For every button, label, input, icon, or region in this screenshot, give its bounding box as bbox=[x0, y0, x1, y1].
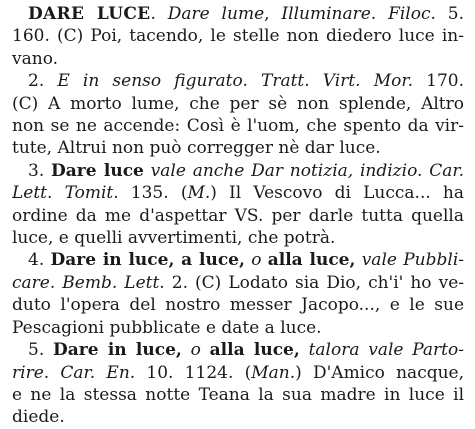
text-segment: duto l'opera del nostro messer Jacopo..., e le sue bbox=[12, 295, 464, 316]
text-italic: rire. Car. En. bbox=[12, 362, 136, 383]
text-line bbox=[12, 182, 464, 204]
text-segment: 4. bbox=[28, 250, 51, 271]
text-line bbox=[12, 406, 464, 428]
text-segment: 2. bbox=[28, 71, 58, 92]
headword: DARE LUCE bbox=[28, 4, 151, 24]
text-segment: 135. ( bbox=[118, 183, 188, 204]
text-line bbox=[12, 339, 464, 361]
text-segment: 5. bbox=[435, 4, 464, 24]
text-segment bbox=[300, 340, 309, 360]
text-italic: Man. bbox=[251, 362, 296, 383]
text-italic: talora vale Parto- bbox=[308, 340, 464, 361]
entry-senso-figurato bbox=[12, 70, 464, 160]
text-segment: e ne la stessa notte Teana la sua madre in luce il bbox=[12, 384, 464, 405]
text-segment: 5. bbox=[28, 340, 53, 361]
entry-pubblicare bbox=[12, 249, 464, 339]
text-segment: tute, Altrui non può corregger nè dar luce. bbox=[12, 138, 381, 159]
phrase-bold: alla luce, bbox=[267, 250, 356, 271]
text-italic: care. Bemb. Lett. bbox=[12, 272, 165, 293]
text-segment: , bbox=[264, 4, 282, 24]
text-line bbox=[12, 93, 464, 115]
text-segment: Pescagioni pubblicate e date a luce. bbox=[12, 317, 322, 338]
text-segment: 10. 1124. ( bbox=[135, 362, 252, 383]
text-italic: M. bbox=[187, 183, 211, 204]
text-line bbox=[12, 227, 464, 249]
text-segment: 2. (C) Lodato sia Dio, ch'i' ho ve- bbox=[164, 272, 464, 293]
text-italic: o bbox=[251, 250, 262, 271]
text-segment: (C) A morto lume, che per sè non splende, Altro bbox=[12, 93, 464, 114]
text-segment: vano. bbox=[12, 48, 59, 69]
text-italic: o bbox=[190, 340, 201, 361]
text-line bbox=[12, 294, 464, 316]
text-segment: 3. bbox=[28, 160, 52, 181]
text-line bbox=[12, 48, 464, 70]
phrase-bold: Dare in luce, a luce, bbox=[50, 250, 245, 271]
text-italic: vale Pubbli- bbox=[361, 250, 464, 271]
text-segment bbox=[144, 161, 151, 181]
text-line bbox=[12, 115, 464, 137]
entry-partorire bbox=[12, 339, 464, 429]
text-line bbox=[12, 272, 464, 294]
entry-dare-luce bbox=[12, 3, 464, 70]
text-line bbox=[12, 25, 464, 47]
entry-dar-notizia bbox=[12, 160, 464, 250]
text-italic: Lett. Tomit. bbox=[12, 183, 119, 204]
text-italic: Illuminare. Filoc. bbox=[281, 4, 436, 24]
text-italic: E in senso figurato. Tratt. Virt. Mor. bbox=[57, 71, 414, 92]
text-segment: diede. bbox=[12, 407, 65, 428]
text-segment: 170. bbox=[413, 71, 464, 92]
phrase-bold: Dare luce bbox=[51, 160, 144, 181]
text-line bbox=[12, 3, 464, 25]
text-segment: non se ne accende: Così è l'uom, che spento da vir- bbox=[12, 116, 464, 137]
text-line bbox=[12, 205, 464, 227]
text-segment bbox=[201, 340, 210, 360]
text-line bbox=[12, 249, 464, 271]
text-segment bbox=[182, 340, 191, 360]
text-segment: ) Il Vescovo di Lucca... ha bbox=[210, 183, 464, 204]
text-line bbox=[12, 384, 464, 406]
phrase-bold: alla luce, bbox=[209, 340, 300, 361]
text-line bbox=[12, 362, 464, 384]
text-line bbox=[12, 317, 464, 339]
text-segment: 160. (C) Poi, tacendo, le stelle non diedero luce in- bbox=[12, 26, 464, 47]
text-line bbox=[12, 160, 464, 182]
text-italic: vale anche Dar notizia, indizio. Car. bbox=[150, 160, 464, 181]
text-line bbox=[12, 137, 464, 159]
phrase-bold: Dare in luce, bbox=[53, 340, 182, 361]
text-segment: ) D'Amico nacque, bbox=[295, 362, 464, 383]
text-italic: Dare lume bbox=[167, 4, 265, 24]
text-segment: ordine da me d'aspettar VS. per darle tutta quella bbox=[12, 205, 464, 226]
text-segment: . bbox=[150, 4, 168, 24]
dictionary-page bbox=[12, 3, 464, 429]
text-segment: luce, e quelli avvertimenti, che potrà. bbox=[12, 228, 336, 249]
text-line bbox=[12, 70, 464, 92]
